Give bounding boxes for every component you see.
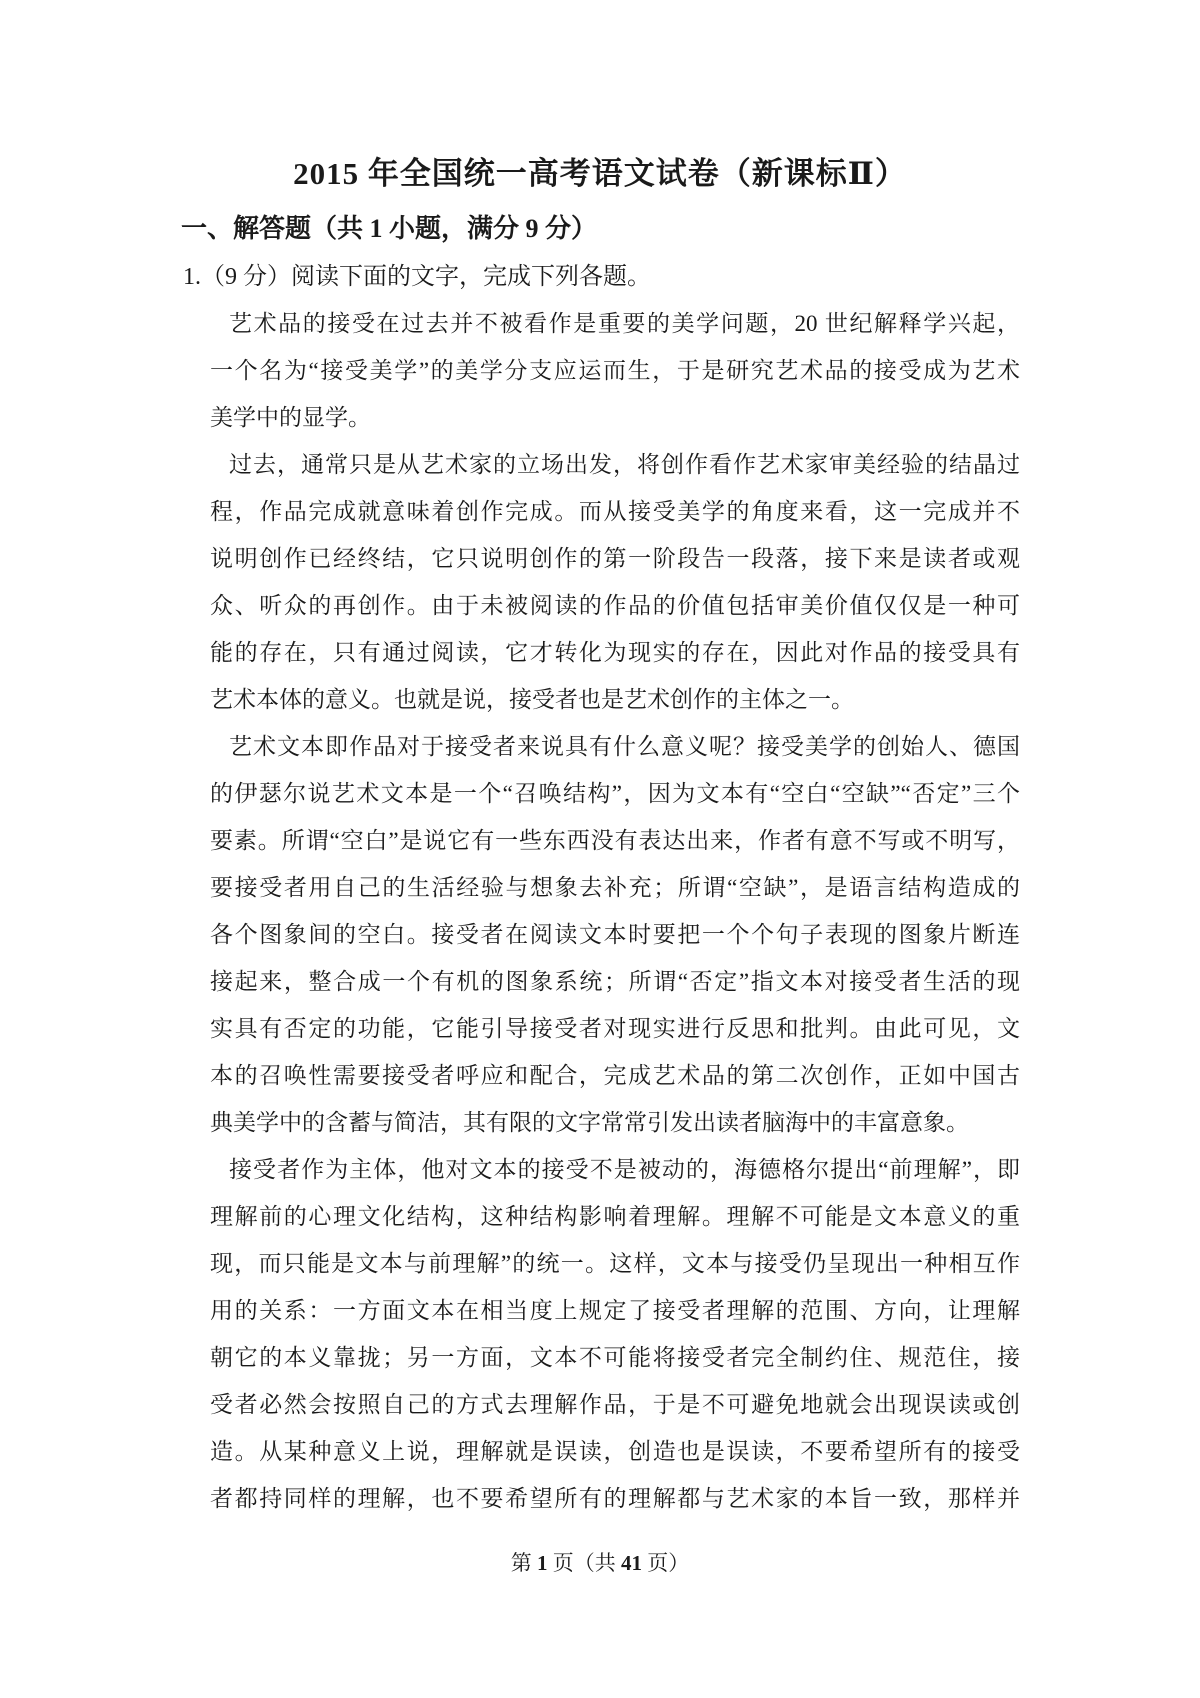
footer-label-suffix: 页） — [642, 1551, 690, 1575]
section-heading: 一、解答题（共 1 小题，满分 9 分） — [181, 214, 598, 243]
article-line: 实具有否定的功能，它能引导接受者对现实进行反思和批判。由此可见，文 — [210, 1016, 1020, 1041]
footer-page-number: 1 — [537, 1551, 548, 1575]
page-footer — [0, 1549, 1200, 1577]
article-line: 用的关系：一方面文本在相当度上规定了接受者理解的范围、方向，让理解 — [210, 1298, 1020, 1323]
article-line: 艺术文本即作品对于接受者来说具有什么意义呢？接受美学的创始人、德国 — [229, 734, 1020, 759]
article-line: 要接受者用自己的生活经验与想象去补充；所谓“空缺”，是语言结构造成的 — [210, 875, 1020, 900]
footer-total-pages: 41 — [621, 1551, 642, 1575]
article-paragraph-4 — [210, 1146, 1020, 1522]
article-line: 艺术品的接受在过去并不被看作是重要的美学问题，20 世纪解释学兴起， — [229, 311, 1020, 336]
article-paragraph-3 — [210, 723, 1020, 1146]
article-line: 过去，通常只是从艺术家的立场出发，将创作看作艺术家审美经验的结晶过 — [229, 452, 1020, 477]
article-line: 一个名为“接受美学”的美学分支应运而生，于是研究艺术品的接受成为艺术 — [210, 358, 1020, 383]
article-line: 本的召唤性需要接受者呼应和配合，完成艺术品的第二次创作，正如中国古 — [210, 1063, 1020, 1088]
footer-label-middle: 页（共 — [547, 1551, 621, 1575]
question-intro: 1.（9 分）阅读下面的文字，完成下列各题。 — [183, 264, 651, 290]
article-line: 各个图象间的空白。接受者在阅读文本时要把一个个句子表现的图象片断连 — [210, 922, 1020, 947]
article-line: 的伊瑟尔说艺术文本是一个“召唤结构”，因为文本有“空白“空缺”“否定”三个 — [210, 781, 1020, 806]
article-body — [210, 300, 1020, 1522]
article-line: 接受者作为主体，他对文本的接受不是被动的，海德格尔提出“前理解”，即 — [229, 1157, 1020, 1182]
article-line: 说明创作已经终结，它只说明创作的第一阶段告一段落，接下来是读者或观 — [210, 546, 1020, 571]
footer-label-prefix: 第 — [510, 1551, 537, 1575]
article-line: 众、听众的再创作。由于未被阅读的作品的价值包括审美价值仅仅是一种可 — [210, 593, 1020, 618]
page-title: 2015 年全国统一高考语文试卷（新课标Ⅱ） — [293, 156, 907, 191]
article-line: 程，作品完成就意味着创作完成。而从接受美学的角度来看，这一完成并不 — [210, 499, 1020, 524]
article-line: 艺术本体的意义。也就是说，接受者也是艺术创作的主体之一。 — [210, 687, 854, 712]
article-paragraph-2 — [210, 441, 1020, 723]
article-line: 典美学中的含蓄与简洁，其有限的文字常常引发出读者脑海中的丰富意象。 — [210, 1110, 969, 1135]
article-line: 现，而只能是文本与前理解”的统一。这样，文本与接受仍呈现出一种相互作 — [210, 1251, 1020, 1276]
article-line: 造。从某种意义上说，理解就是误读，创造也是误读，不要希望所有的接受 — [210, 1439, 1020, 1464]
article-line: 能的存在，只有通过阅读，它才转化为现实的存在，因此对作品的接受具有 — [210, 640, 1020, 665]
article-line: 受者必然会按照自己的方式去理解作品，于是不可避免地就会出现误读或创 — [210, 1392, 1020, 1417]
article-line: 美学中的显学。 — [210, 405, 371, 430]
article-line: 要素。所谓“空白”是说它有一些东西没有表达出来，作者有意不写或不明写， — [210, 828, 1020, 853]
article-line: 者都持同样的理解，也不要希望所有的理解都与艺术家的本旨一致，那样并 — [210, 1486, 1020, 1511]
article-paragraph-1 — [210, 300, 1020, 441]
article-line: 理解前的心理文化结构，这种结构影响着理解。理解不可能是文本意义的重 — [210, 1204, 1020, 1229]
article-line: 朝它的本义靠拢；另一方面，文本不可能将接受者完全制约住、规范住，接 — [210, 1345, 1020, 1370]
article-line: 接起来，整合成一个有机的图象系统；所谓“否定”指文本对接受者生活的现 — [210, 969, 1020, 994]
